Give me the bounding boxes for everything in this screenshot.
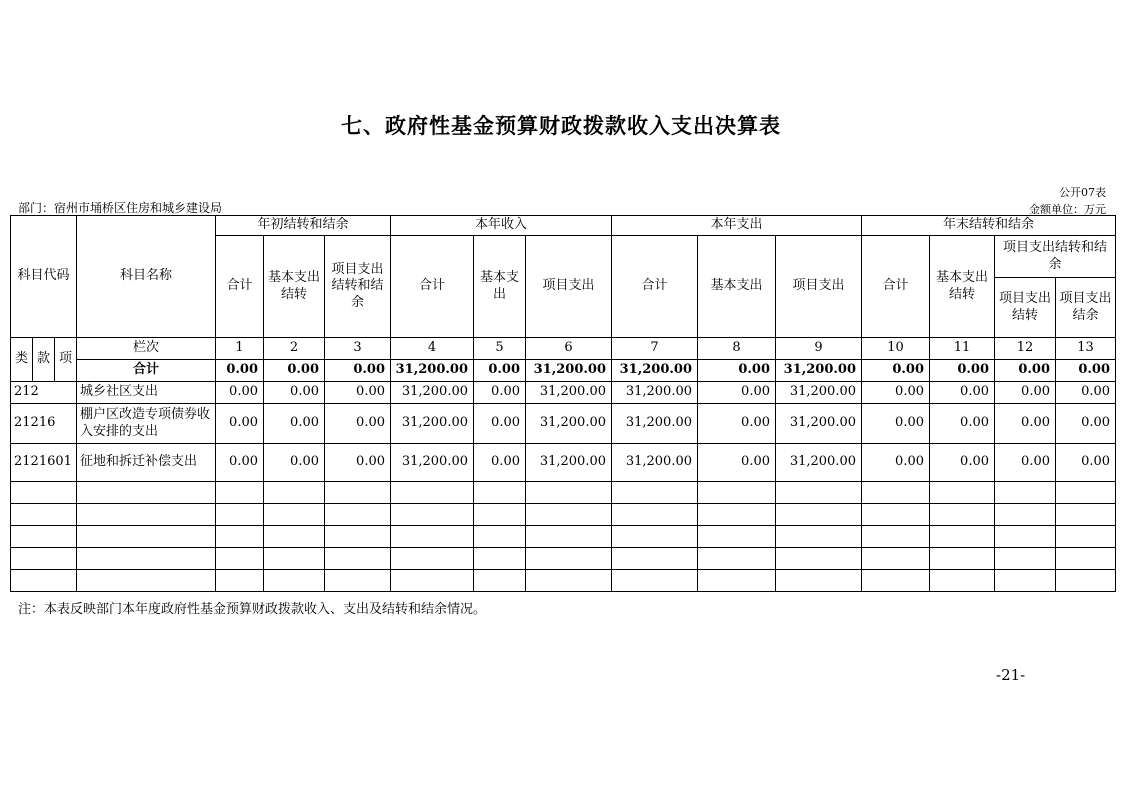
empty-cell [77, 548, 216, 570]
col-num: 6 [526, 338, 612, 360]
empty-cell [216, 526, 264, 548]
header-sub: 项目支出结转 [995, 278, 1056, 338]
row-cell: 31,200.00 [526, 444, 612, 482]
empty-cell [77, 526, 216, 548]
empty-cell [264, 570, 325, 592]
empty-cell [264, 526, 325, 548]
empty-cell [474, 548, 526, 570]
row-cell: 0.00 [862, 404, 930, 444]
empty-cell [776, 570, 862, 592]
col-num: 7 [612, 338, 698, 360]
row-cell: 31,200.00 [612, 382, 698, 404]
empty-cell [776, 526, 862, 548]
page-number: -21- [996, 666, 1026, 684]
empty-cell [11, 504, 77, 526]
header-group-opening: 年初结转和结余 [216, 216, 391, 236]
row-cell: 0.00 [1056, 404, 1116, 444]
header-sub: 基本支出 [474, 236, 526, 338]
col-num: 1 [216, 338, 264, 360]
header-group-expense: 本年支出 [612, 216, 862, 236]
total-cell: 0.00 [216, 360, 264, 382]
empty-cell [216, 504, 264, 526]
empty-row [11, 526, 1116, 548]
col-num: 9 [776, 338, 862, 360]
empty-cell [325, 482, 391, 504]
row-cell: 0.00 [995, 444, 1056, 482]
empty-cell [216, 548, 264, 570]
empty-row [11, 482, 1116, 504]
empty-row [11, 570, 1116, 592]
header-xiang: 项 [55, 338, 77, 382]
empty-cell [391, 548, 474, 570]
total-label: 合计 [77, 360, 216, 382]
col-num: 8 [698, 338, 776, 360]
empty-cell [930, 570, 995, 592]
empty-cell [698, 526, 776, 548]
empty-cell [612, 526, 698, 548]
col-num: 12 [995, 338, 1056, 360]
row-cell: 0.00 [930, 444, 995, 482]
page-title: 七、政府性基金预算财政拨款收入支出决算表 [341, 113, 781, 138]
row-cell: 0.00 [930, 404, 995, 444]
row-cell: 0.00 [862, 382, 930, 404]
total-cell: 0.00 [995, 360, 1056, 382]
empty-cell [11, 548, 77, 570]
unit-label: 金额单位：万元 [1029, 203, 1106, 216]
empty-cell [264, 504, 325, 526]
empty-cell [391, 482, 474, 504]
header-group-closing: 年末结转和结余 [862, 216, 1116, 236]
row-cell: 0.00 [995, 382, 1056, 404]
header-name: 科目名称 [77, 216, 216, 338]
row-cell: 0.00 [264, 444, 325, 482]
total-cell: 0.00 [930, 360, 995, 382]
empty-cell [1056, 504, 1116, 526]
header-lanci: 栏次 [77, 338, 216, 360]
row-cell: 0.00 [474, 444, 526, 482]
budget-table [10, 215, 1116, 592]
header-row-1 [11, 216, 1116, 236]
row-cell: 31,200.00 [776, 382, 862, 404]
header-sub: 合计 [862, 236, 930, 338]
row-cell: 0.00 [474, 404, 526, 444]
header-group-income: 本年收入 [391, 216, 612, 236]
empty-cell [1056, 570, 1116, 592]
row-cell: 0.00 [264, 382, 325, 404]
row-code: 21216 [11, 404, 77, 444]
empty-cell [391, 526, 474, 548]
empty-cell [612, 504, 698, 526]
empty-cell [930, 504, 995, 526]
total-cell: 0.00 [1056, 360, 1116, 382]
col-num: 5 [474, 338, 526, 360]
empty-cell [391, 570, 474, 592]
empty-cell [77, 570, 216, 592]
row-cell: 0.00 [1056, 444, 1116, 482]
total-cell: 0.00 [698, 360, 776, 382]
empty-cell [264, 548, 325, 570]
col-num: 10 [862, 338, 930, 360]
row-cell: 0.00 [216, 444, 264, 482]
row-cell: 31,200.00 [612, 444, 698, 482]
row-cell: 0.00 [474, 382, 526, 404]
total-cell: 31,200.00 [526, 360, 612, 382]
header-sub: 项目支出 [776, 236, 862, 338]
row-cell: 0.00 [698, 404, 776, 444]
empty-cell [526, 482, 612, 504]
empty-cell [776, 504, 862, 526]
empty-cell [698, 570, 776, 592]
footnote: 注：本表反映部门本年度政府性基金预算财政拨款收入、支出及结转和结余情况。 [18, 602, 487, 617]
empty-cell [612, 548, 698, 570]
row-cell: 0.00 [325, 404, 391, 444]
empty-cell [77, 482, 216, 504]
empty-cell [995, 548, 1056, 570]
empty-cell [264, 482, 325, 504]
row-cell: 31,200.00 [391, 404, 474, 444]
row-cell: 0.00 [862, 444, 930, 482]
row-cell: 31,200.00 [776, 444, 862, 482]
empty-cell [474, 570, 526, 592]
header-kuan: 款 [33, 338, 55, 382]
row-cell: 0.00 [325, 382, 391, 404]
empty-cell [325, 548, 391, 570]
empty-cell [862, 526, 930, 548]
row-cell: 31,200.00 [391, 444, 474, 482]
total-cell: 31,200.00 [612, 360, 698, 382]
row-cell: 0.00 [264, 404, 325, 444]
col-num: 3 [325, 338, 391, 360]
empty-cell [11, 570, 77, 592]
empty-cell [698, 482, 776, 504]
row-name: 棚户区改造专项债券收入安排的支出 [77, 404, 216, 444]
header-sub: 项目支出 [526, 236, 612, 338]
row-cell: 31,200.00 [391, 382, 474, 404]
empty-cell [325, 526, 391, 548]
row-cell: 0.00 [930, 382, 995, 404]
empty-cell [474, 482, 526, 504]
row-cell: 0.00 [995, 404, 1056, 444]
row-cell: 31,200.00 [526, 382, 612, 404]
row-code: 2121601 [11, 444, 77, 482]
row-cell: 31,200.00 [612, 404, 698, 444]
empty-cell [1056, 482, 1116, 504]
empty-cell [995, 482, 1056, 504]
empty-cell [526, 570, 612, 592]
empty-cell [216, 570, 264, 592]
empty-cell [930, 548, 995, 570]
total-cell: 0.00 [862, 360, 930, 382]
empty-cell [474, 504, 526, 526]
row-name: 城乡社区支出 [77, 382, 216, 404]
header-sub: 基本支出 [698, 236, 776, 338]
header-sub: 项目支出结余 [1056, 278, 1116, 338]
header-lei: 类 [11, 338, 33, 382]
empty-cell [930, 482, 995, 504]
empty-cell [862, 570, 930, 592]
total-row [11, 360, 1116, 382]
row-cell: 0.00 [698, 444, 776, 482]
column-number-row [11, 338, 1116, 360]
empty-cell [930, 526, 995, 548]
empty-cell [776, 548, 862, 570]
total-cell: 0.00 [264, 360, 325, 382]
empty-row [11, 548, 1116, 570]
empty-cell [325, 504, 391, 526]
row-name: 征地和拆迁补偿支出 [77, 444, 216, 482]
row-cell: 0.00 [1056, 382, 1116, 404]
empty-cell [474, 526, 526, 548]
header-sub: 合计 [612, 236, 698, 338]
table-row [11, 404, 1116, 444]
header-sub: 项目支出结转和结余 [995, 236, 1116, 278]
row-code: 212 [11, 382, 77, 404]
table-row [11, 382, 1116, 404]
col-num: 13 [1056, 338, 1116, 360]
col-num: 11 [930, 338, 995, 360]
col-num: 4 [391, 338, 474, 360]
empty-cell [995, 570, 1056, 592]
header-sub: 项目支出结转和结余 [325, 236, 391, 338]
header-sub: 基本支出结转 [264, 236, 325, 338]
empty-cell [526, 504, 612, 526]
total-cell: 31,200.00 [776, 360, 862, 382]
form-code: 公开07表 [1059, 186, 1106, 199]
header-sub: 基本支出结转 [930, 236, 995, 338]
empty-cell [698, 504, 776, 526]
empty-cell [862, 504, 930, 526]
empty-cell [612, 482, 698, 504]
empty-cell [11, 482, 77, 504]
row-cell: 0.00 [698, 382, 776, 404]
row-cell: 0.00 [216, 404, 264, 444]
col-num: 2 [264, 338, 325, 360]
empty-cell [526, 548, 612, 570]
empty-cell [1056, 526, 1116, 548]
table-row [11, 444, 1116, 482]
empty-cell [11, 526, 77, 548]
header-sub: 合计 [391, 236, 474, 338]
empty-cell [612, 570, 698, 592]
empty-cell [698, 548, 776, 570]
empty-cell [995, 504, 1056, 526]
total-cell: 0.00 [474, 360, 526, 382]
total-cell: 0.00 [325, 360, 391, 382]
empty-cell [216, 482, 264, 504]
department-label: 部门：宿州市埇桥区住房和城乡建设局 [18, 201, 223, 215]
empty-cell [995, 526, 1056, 548]
header-sub: 合计 [216, 236, 264, 338]
header-code: 科目代码 [11, 216, 77, 338]
empty-cell [391, 504, 474, 526]
row-cell: 31,200.00 [526, 404, 612, 444]
row-cell: 31,200.00 [776, 404, 862, 444]
empty-cell [776, 482, 862, 504]
empty-cell [862, 548, 930, 570]
empty-cell [862, 482, 930, 504]
empty-cell [325, 570, 391, 592]
row-cell: 0.00 [325, 444, 391, 482]
total-cell: 31,200.00 [391, 360, 474, 382]
empty-cell [1056, 548, 1116, 570]
empty-cell [526, 526, 612, 548]
empty-row [11, 504, 1116, 526]
row-cell: 0.00 [216, 382, 264, 404]
empty-cell [77, 504, 216, 526]
